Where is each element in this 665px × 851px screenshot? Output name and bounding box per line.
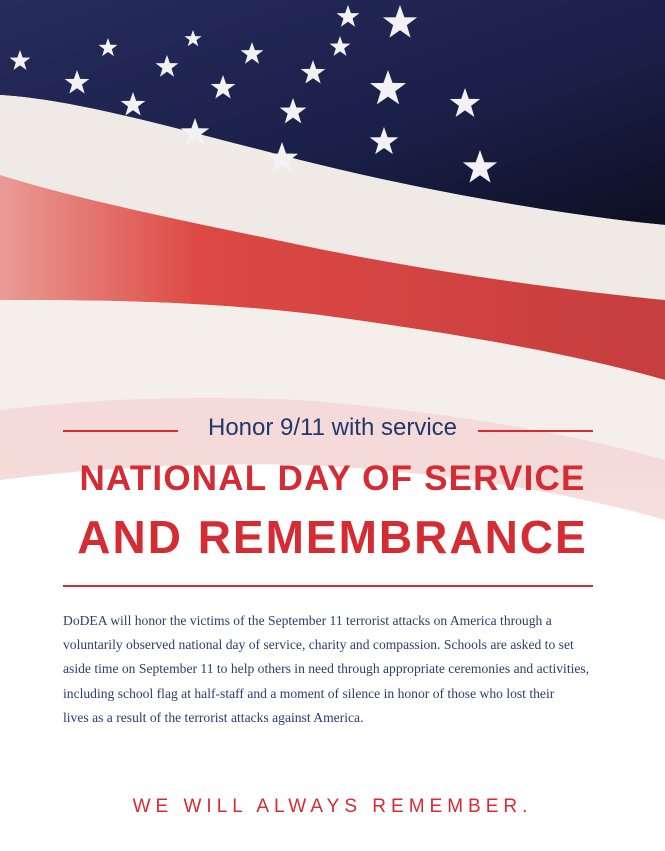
body-line: aside time on September 11 to help others in need through appropriate ceremonies and activities, (63, 661, 590, 677)
divider (63, 585, 593, 587)
title-line-2: AND REMEMBRANCE (77, 511, 588, 563)
subtitle: Honor 9/11 with service (208, 414, 457, 441)
body-line: lives as a result of the terrorist attacks against America. (63, 709, 364, 725)
body-line: including school flag at half-staff and a moment of silence in honor of those who lost their (63, 685, 555, 701)
body-line: DoDEA will honor the victims of the September 11 terrorist attacks on America through a (63, 613, 552, 628)
body-line: voluntarily observed national day of service, charity and compassion. Schools are asked to set (63, 637, 574, 653)
footer-tagline: WE WILL ALWAYS REMEMBER. (132, 796, 533, 817)
title-line-1: NATIONAL DAY OF SERVICE (79, 459, 586, 498)
body-text (63, 609, 603, 730)
